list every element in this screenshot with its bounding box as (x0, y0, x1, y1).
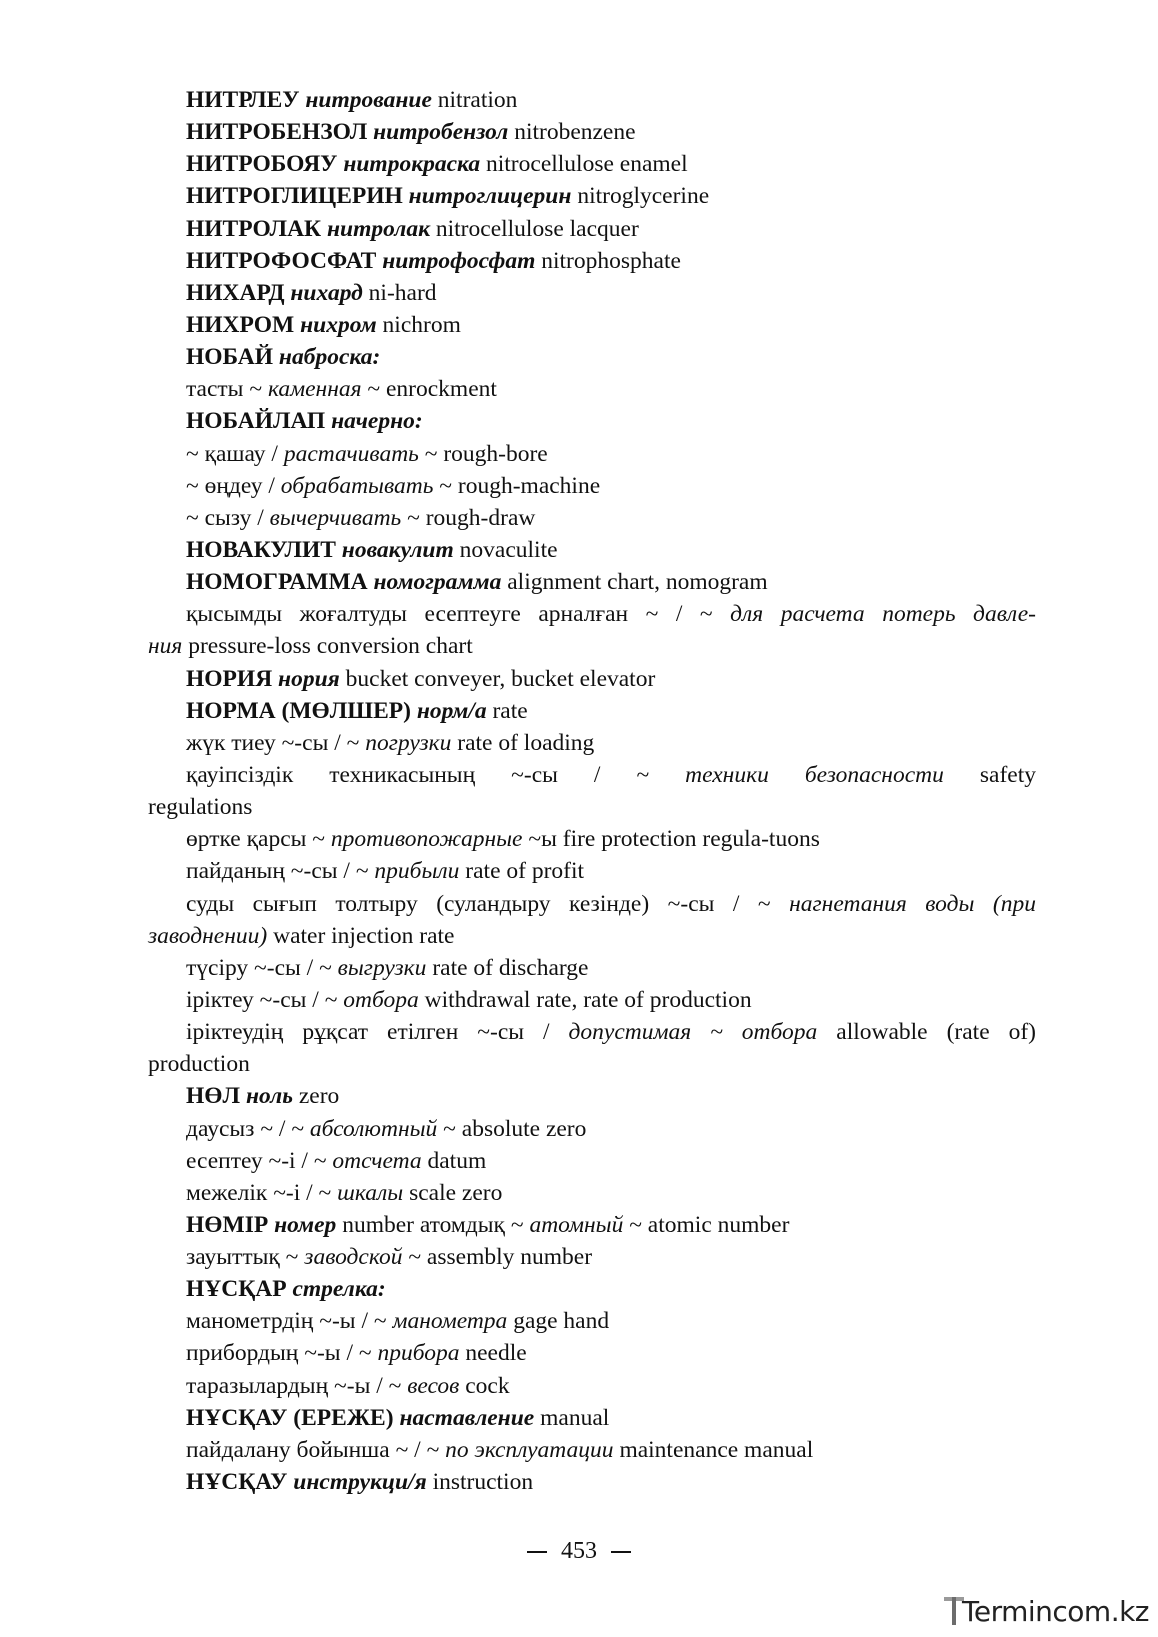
text-segment: ~ enrockment (361, 376, 497, 403)
entry-line (148, 1273, 1036, 1305)
text-segment: nichrom (376, 311, 461, 338)
entry-line (148, 759, 1036, 791)
headword-russian: наброска: (278, 344, 381, 371)
text-segment: nitration (431, 87, 518, 113)
entry-line (148, 309, 1036, 341)
text-segment: есептеу ~-і / ~ (186, 1147, 333, 1174)
headword-russian: норм/а (416, 697, 487, 724)
headword-russian: нитролак (326, 215, 430, 242)
headword-kazakh: НОБАЙ (186, 344, 279, 371)
text-segment: ~ rough-draw (401, 504, 536, 531)
headword-kazakh: НИТРОГЛИЦЕРИН (186, 183, 409, 210)
phrase-russian: противопожарные (330, 826, 523, 853)
headword-russian: новакулит (341, 536, 454, 563)
text-segment: ~ы fire protection regula-tuons (522, 826, 820, 853)
termincom-logo (944, 1593, 1150, 1633)
entry-line (148, 438, 1036, 470)
headword-kazakh: НӨЛ (186, 1083, 246, 1110)
entry-line (148, 1241, 1036, 1273)
text-segment: қауіпсіздік техникасының ~-сы / ~ (186, 761, 686, 788)
headword-kazakh: НӨМІР (186, 1211, 275, 1238)
phrase-russian: заводнении) (148, 922, 268, 949)
text-segment: қысымды жоғалтуды есептеуге арналған ~ / ~ (186, 601, 731, 628)
headword-russian: нитрофосфат (382, 247, 536, 274)
phrase-russian: прибора (377, 1340, 460, 1367)
entry-line (148, 855, 1036, 887)
text-segment: межелік ~-і / ~ (186, 1179, 338, 1206)
headword-russian: стрелка: (292, 1276, 386, 1303)
logo-text: Termincom.kz (962, 1595, 1150, 1628)
entry-line (148, 920, 1036, 952)
text-segment: gage hand (507, 1308, 610, 1335)
text-segment: water injection rate (267, 922, 455, 949)
headword-russian: нитрование (305, 87, 432, 113)
headword-russian: нитрокраска (343, 151, 481, 178)
text-segment: datum (421, 1147, 487, 1174)
phrase-russian: нагнетания воды (при (789, 890, 1036, 917)
entry-line (148, 245, 1036, 277)
entry-line (148, 727, 1036, 759)
text-segment: пайданың ~-сы / ~ (186, 858, 375, 885)
text-segment: іріктеу ~-сы / ~ (186, 986, 344, 1013)
text-segment: зауыттық ~ (186, 1244, 305, 1271)
text-segment: ~ сызу / (186, 504, 270, 531)
text-segment: іріктеудің рұқсат етілген ~-сы / (186, 1019, 569, 1046)
entry-line (148, 534, 1036, 566)
phrase-russian: шкалы (337, 1179, 404, 1206)
entry-line (148, 952, 1036, 984)
page-number-value: 453 (561, 1538, 597, 1564)
text-segment: өртке қарсы ~ (186, 826, 331, 853)
text-segment: nitrophosphate (535, 247, 681, 274)
entry-line (148, 116, 1036, 148)
phrase-russian: весов (407, 1372, 460, 1399)
text-segment: ~ қашау / (186, 440, 284, 467)
text-segment: rate of profit (459, 858, 585, 885)
entry-line (148, 180, 1036, 212)
headword-kazakh: НИТРОФОСФАТ (186, 247, 383, 274)
text-segment: ~ rough-machine (433, 472, 601, 499)
text-segment: nitrocellulose lacquer (430, 215, 639, 242)
text-segment: түсіру ~-сы / ~ (186, 954, 338, 981)
text-segment: пайдалану бойынша ~ / ~ (186, 1436, 446, 1463)
text-segment: regulations (148, 794, 253, 821)
text-segment: ~ өңдеу / (186, 472, 281, 499)
entry-line (148, 1113, 1036, 1145)
entry-line (148, 1370, 1036, 1402)
text-segment: manual (534, 1404, 610, 1431)
text-segment: bucket conveyer, bucket elevator (339, 665, 656, 692)
phrase-russian: манометра (392, 1308, 508, 1335)
headword-kazakh: НИХАРД (186, 279, 291, 306)
entry-line (148, 148, 1036, 180)
phrase-russian: атомный (529, 1211, 624, 1238)
text-segment: pressure-loss conversion chart (182, 633, 473, 660)
entry-line (148, 1209, 1036, 1241)
phrase-russian: погрузки (365, 729, 452, 756)
entry-line (148, 213, 1036, 245)
headword-kazakh: НОРИЯ (186, 665, 279, 692)
entry-line (148, 1337, 1036, 1369)
text-segment: nitrobenzene (508, 119, 636, 146)
phrase-russian: обрабатывать (280, 472, 434, 499)
headword-russian: номограмма (373, 569, 502, 596)
phrase-russian: прибыли (374, 858, 460, 885)
text-segment: манометрдің ~-ы / ~ (186, 1308, 393, 1335)
headword-russian: нитробензол (373, 119, 509, 146)
logo-t-mark-icon (944, 1593, 964, 1629)
phrase-russian: абсолютный (309, 1115, 438, 1142)
entry-line (148, 1048, 1036, 1080)
headword-kazakh: НҰСҚАУ (186, 1469, 294, 1496)
text-segment: withdrawal rate, rate of production (418, 986, 752, 1013)
page-number (0, 1535, 1158, 1567)
text-segment: novaculite (453, 536, 558, 563)
text-segment: суды сығып толтыру (суландыру кезінде) ~-сы / ~ (186, 890, 790, 917)
headword-kazakh: НИТРОБЕНЗОЛ (186, 119, 374, 146)
phrase-russian: выгрузки (337, 954, 427, 981)
text-segment: ni-hard (362, 279, 437, 306)
headword-kazakh: НИТРОЛАК (186, 215, 327, 242)
page-number-dash-right (611, 1551, 631, 1553)
text-segment: maintenance manual (613, 1436, 814, 1463)
entry-line (148, 1145, 1036, 1177)
entry-line (148, 1466, 1036, 1498)
headword-russian: нихард (290, 279, 363, 306)
entry-line (148, 1434, 1036, 1466)
entry-line (148, 791, 1036, 823)
phrase-russian: ния (148, 633, 183, 660)
entry-line (148, 566, 1036, 598)
text-segment: жүк тиеу ~-сы / ~ (186, 729, 366, 756)
headword-russian: номер (274, 1211, 337, 1238)
text-segment: таразылардың ~-ы / ~ (186, 1372, 408, 1399)
entry-line (148, 502, 1036, 534)
phrase-russian: вычерчивать (269, 504, 402, 531)
text-segment: production (148, 1051, 250, 1078)
text-segment: nitrocellulose enamel (480, 151, 688, 178)
text-segment: даусыз ~ / ~ (186, 1115, 310, 1142)
entry-line (148, 823, 1036, 855)
text-segment: safety (943, 761, 1036, 788)
entry-line (148, 1016, 1036, 1048)
text-segment: instruction (426, 1469, 534, 1496)
headword-russian: нитроглицерин (408, 183, 572, 210)
text-segment: zero (292, 1083, 340, 1110)
headword-russian: ноль (245, 1083, 293, 1110)
text-segment: rate (486, 697, 528, 724)
text-segment: scale zero (403, 1179, 503, 1206)
headword-kazakh: НИТРЛЕУ (186, 87, 306, 113)
entry-line (148, 84, 1036, 116)
entry-line (148, 373, 1036, 405)
text-segment: ~ rough-bore (418, 440, 548, 467)
headword-kazakh: НОМОГРАММА (186, 569, 374, 596)
headword-kazakh: НИТРОБОЯУ (186, 151, 344, 178)
headword-kazakh: НҰСҚАУ (ЕРЕЖЕ) (186, 1404, 400, 1431)
dictionary-page-body (148, 84, 1036, 1498)
headword-russian: начерно: (331, 408, 423, 435)
text-segment: number атомдық ~ (336, 1211, 530, 1238)
entry-line (148, 470, 1036, 502)
text-segment: ~ atomic number (623, 1211, 790, 1238)
headword-kazakh: НИХРОМ (186, 311, 301, 338)
entry-line (148, 405, 1036, 437)
headword-kazakh: НОРМА (МӨЛШЕР) (186, 697, 417, 724)
entry-line (148, 695, 1036, 727)
phrase-russian: для расчета потерь давле- (730, 601, 1036, 628)
text-segment: cock (459, 1372, 510, 1399)
headword-russian: наставление (399, 1404, 535, 1431)
phrase-russian: каменная (267, 376, 362, 403)
entry-line (148, 1177, 1036, 1209)
text-segment: ~ absolute zero (437, 1115, 587, 1142)
text-segment: rate of discharge (426, 954, 589, 981)
entry-line (148, 888, 1036, 920)
entry-line (148, 1402, 1036, 1434)
phrase-russian: отбора (343, 986, 419, 1013)
headword-kazakh: НОБАЙЛАП (186, 408, 332, 435)
entry-line (148, 341, 1036, 373)
text-segment: ~ assembly number (402, 1244, 593, 1271)
text-segment: тасты ~ (186, 376, 268, 403)
phrase-russian: заводской (304, 1244, 403, 1271)
headword-russian: инструкци/я (293, 1469, 427, 1496)
text-segment: alignment chart, nomogram (501, 569, 768, 596)
text-segment: needle (459, 1340, 527, 1367)
text-segment: rate of loading (451, 729, 595, 756)
page-number-dash-left (527, 1551, 547, 1553)
entry-line (148, 984, 1036, 1016)
text-segment: nitroglycerine (571, 183, 710, 210)
entry-line (148, 630, 1036, 662)
text-segment: прибордың ~-ы / ~ (186, 1340, 378, 1367)
headword-kazakh: НОВАКУЛИТ (186, 536, 342, 563)
entry-line (148, 277, 1036, 309)
entry-line (148, 598, 1036, 630)
phrase-russian: растачивать (283, 440, 419, 467)
entry-line (148, 1080, 1036, 1112)
phrase-russian: отсчета (332, 1147, 422, 1174)
text-segment: allowable (rate of) (817, 1019, 1036, 1046)
phrase-russian: техники безопасности (685, 761, 944, 788)
headword-kazakh: НҰСҚАР (186, 1276, 293, 1303)
phrase-russian: допустимая ~ отбора (568, 1019, 818, 1046)
phrase-russian: по эксплуатации (445, 1436, 614, 1463)
headword-russian: нория (278, 665, 340, 692)
headword-russian: нихром (300, 311, 377, 338)
entry-line (148, 1305, 1036, 1337)
entry-line (148, 663, 1036, 695)
